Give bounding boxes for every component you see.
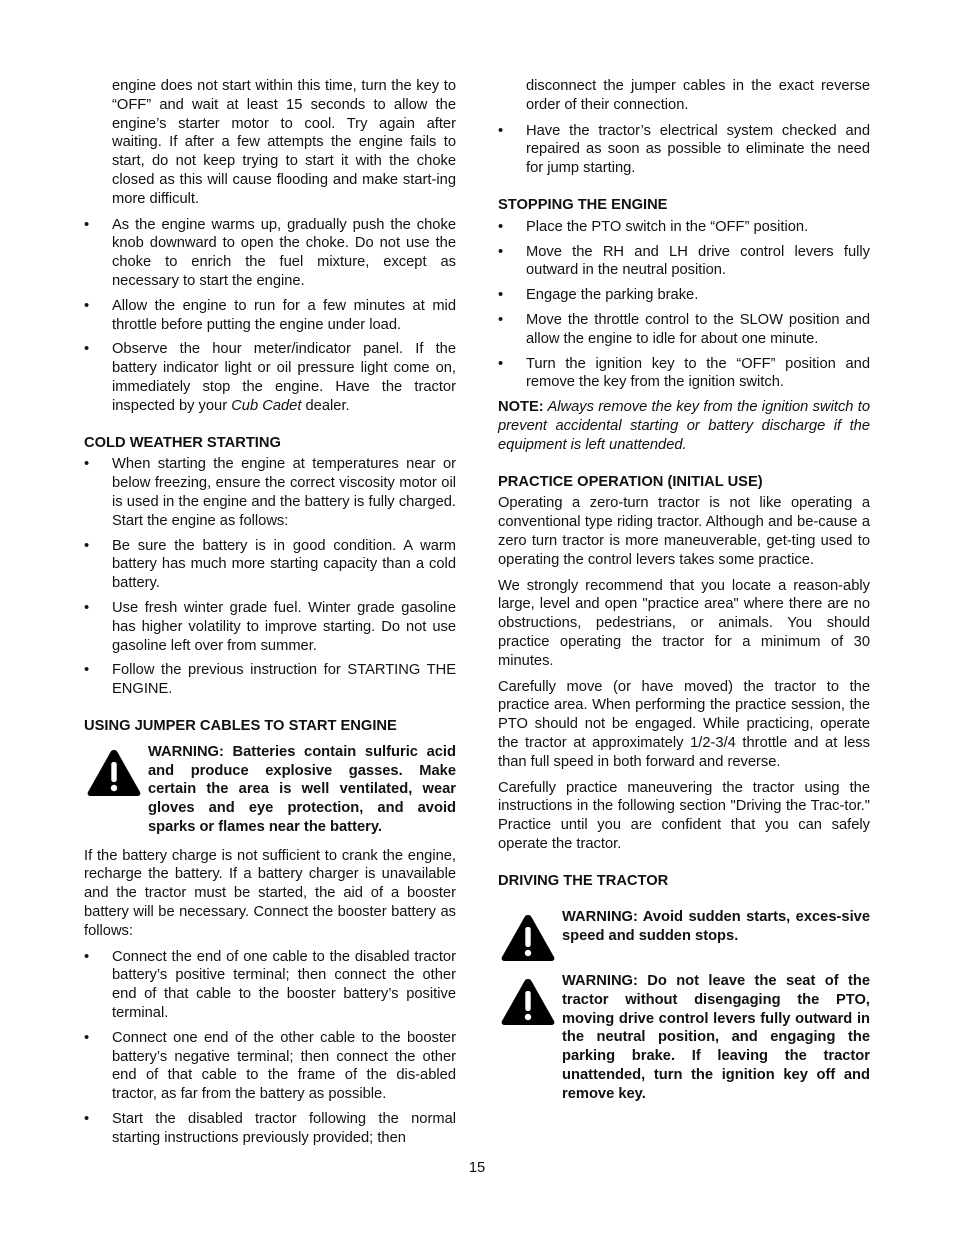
list-item: • Connect the end of one cable to the disabled tractor battery’s positive terminal; then connect the other end of that cable to the booster battery’s positive terminal. bbox=[84, 948, 456, 1022]
warning-triangle-icon bbox=[500, 913, 556, 963]
list-item: • Observe the hour meter/indicator panel. If the battery indicator light or oil pressure light come on, immediately stop the engine. Have the tractor inspected by your Cub Cadet dealer. bbox=[84, 341, 456, 414]
list-item: • Allow the engine to run for a few minutes at mid throttle before putting the engine under load. bbox=[84, 297, 456, 333]
section-heading-driving-tractor: DRIVING THE TRACTOR bbox=[498, 872, 669, 889]
bullet-dot: • bbox=[498, 355, 504, 372]
section-heading-stopping-engine: STOPPING THE ENGINE bbox=[498, 196, 668, 213]
paragraph: Operating a zero-turn tractor is not like operating a conventional type riding tractor. Although and be-cause a zero turn tractor is more maneuverable, get-ting used to operating the control levers takes some practice. bbox=[498, 495, 870, 568]
page-number: 15 bbox=[468, 1160, 486, 1176]
warning-block bbox=[498, 972, 870, 1104]
list-item: • Follow the previous instruction for STARTING THE ENGINE. bbox=[84, 662, 456, 698]
list-item: • Move the throttle control to the SLOW position and allow the engine to idle for about one minute. bbox=[498, 311, 870, 347]
bullet-dot: • bbox=[84, 1111, 90, 1128]
section-heading-cold-weather: COLD WEATHER STARTING bbox=[84, 434, 281, 451]
paragraph: If the battery charge is not sufficient to crank the engine, recharge the battery. If a battery charger is unavailable and the tractor must be started, the aid of a booster battery will be necessary. Connect the booster battery as follows: bbox=[84, 847, 456, 939]
warning-block bbox=[84, 743, 456, 837]
list-item: • Engage the parking brake. bbox=[498, 287, 699, 304]
warning-text: WARNING: Avoid sudden starts, exces-sive speed and sudden stops. bbox=[562, 909, 870, 945]
bullet-dot: • bbox=[84, 948, 90, 965]
bullet-dot: • bbox=[498, 243, 504, 260]
warning-text: WARNING: Do not leave the seat of the tractor without disengaging the PTO, moving drive control levers fully outward in the neutral position, and engaging the parking brake. If leaving the tractor unattended, turn the ignition key off and remove key. bbox=[562, 973, 870, 1102]
bullet-dot: • bbox=[498, 122, 504, 139]
list-item: • When starting the engine at temperatures near or below freezing, ensure the correct viscosity motor oil is used in the engine and the battery is fully charged. Start the engine as follows: bbox=[84, 456, 456, 529]
warning-triangle-icon bbox=[86, 748, 142, 798]
bullet-dot: • bbox=[498, 311, 504, 328]
section-heading-practice-operation: PRACTICE OPERATION (INITIAL USE) bbox=[498, 473, 763, 490]
list-item: • Place the PTO switch in the “OFF” position. bbox=[498, 218, 809, 235]
list-item: • Use fresh winter grade fuel. Winter grade gasoline has higher volatility to improve starting. Do not use gasoline left over from summer. bbox=[84, 599, 456, 654]
bullet-dot: • bbox=[84, 456, 90, 473]
paragraph-continued: engine does not start within this time, turn the key to “OFF” and wait at least 15 seconds to allow the engine’s starter motor to cool. Try again after waiting. If after a few attempts the engine fails to start, do not keep trying to start it with the choke closed as this will cause flooding and make start-ing more difficult. bbox=[112, 78, 456, 207]
warning-triangle-icon bbox=[500, 977, 556, 1027]
bullet-dot: • bbox=[84, 216, 90, 233]
list-item: • Move the RH and LH drive control levers fully outward in the neutral position. bbox=[498, 243, 870, 279]
section-heading-jumper-cables: USING JUMPER CABLES TO START ENGINE bbox=[84, 717, 397, 734]
list-item: • Be sure the battery is in good condition. A warm battery has much more starting capacity than a cold battery. bbox=[84, 537, 456, 592]
paragraph: Carefully move (or have moved) the tractor to the practice area. When performing the practice session, the PTO should not be engaged. While practicing, operate the tractor at approximately 1/2-3/4 throttle and at less than full speed in both forward and reverse. bbox=[498, 678, 870, 770]
bullet-dot: • bbox=[84, 537, 90, 554]
warning-block bbox=[498, 908, 870, 946]
bullet-dot: • bbox=[84, 662, 90, 679]
warning-text: WARNING: Batteries contain sulfuric acid and produce explosive gasses. Make certain the area is well ventilated, wear gloves and eye protection, and avoid sparks or flames near the battery. bbox=[148, 743, 456, 835]
bullet-dot: • bbox=[84, 1029, 90, 1046]
list-item: • Connect one end of the other cable to the booster battery’s negative terminal; then connect the other end of that cable to the frame of the dis-abled tractor, as far from the battery as possible. bbox=[84, 1029, 456, 1103]
paragraph-continued: disconnect the jumper cables in the exact reverse order of their connection. bbox=[526, 78, 870, 113]
note-label: NOTE: bbox=[498, 399, 544, 416]
paragraph: We strongly recommend that you locate a reason-ably large, level and open "practice area" where there are no obstructions, pedestrians, or animals. You should practice operating the tractor for a minimum of 30 minutes. bbox=[498, 577, 870, 669]
right-column bbox=[498, 77, 870, 1114]
paragraph: Carefully practice maneuvering the tractor using the instructions in the following section "Driving the Trac-tor." Practice until you are confident that you can safely operate the tractor. bbox=[498, 779, 870, 852]
bullet-dot: • bbox=[498, 218, 504, 235]
bullet-dot: • bbox=[84, 297, 90, 314]
note bbox=[498, 398, 870, 454]
bullet-dot: • bbox=[498, 287, 504, 304]
note-text: Always remove the key from the ignition switch to prevent accidental starting or battery discharge if the equipment is left unattended. bbox=[498, 399, 870, 453]
list-item: • As the engine warms up, gradually push the choke knob downward to open the choke. Do not use the choke to enrich the fuel mixture, except as necessary to start the engine. bbox=[84, 216, 456, 289]
list-item: • Turn the ignition key to the “OFF” position and remove the key from the ignition switch. bbox=[498, 355, 870, 391]
bullet-dot: • bbox=[84, 599, 90, 616]
list-item: • Have the tractor’s electrical system checked and repaired as soon as possible to eliminate the need for jump starting. bbox=[498, 122, 870, 177]
left-column bbox=[84, 77, 456, 1154]
brand-name: Cub Cadet bbox=[231, 397, 302, 414]
list-item: • Start the disabled tractor following the normal starting instructions previously provided; then bbox=[84, 1111, 456, 1146]
bullet-dot: • bbox=[84, 341, 90, 358]
